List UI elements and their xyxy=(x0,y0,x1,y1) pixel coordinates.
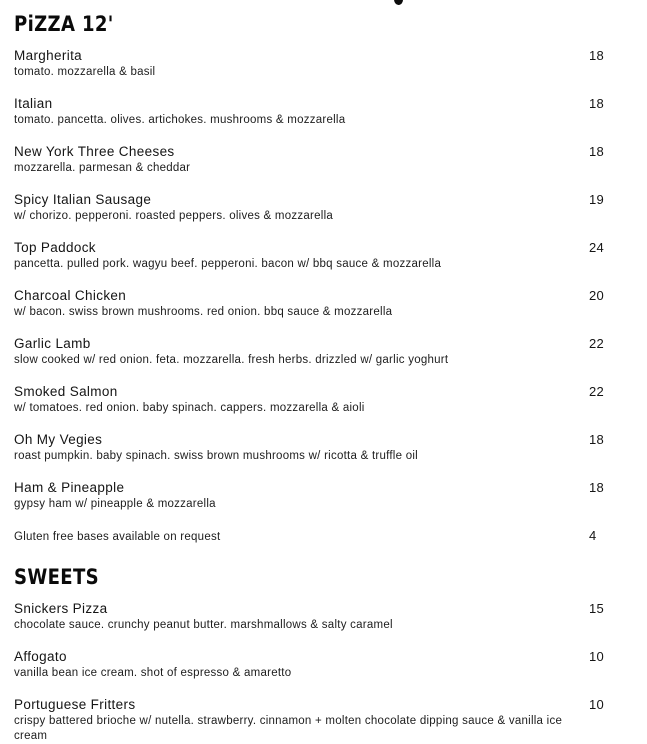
menu-item-name: Top Paddock xyxy=(14,240,96,255)
menu-item[interactable] xyxy=(14,432,633,464)
menu-item-price: 10 xyxy=(589,649,605,664)
menu-item-description: pancetta. pulled pork. wagyu beef. pepperoni. bacon w/ bbq sauce & mozzarella xyxy=(14,258,442,270)
menu-item-row xyxy=(14,601,633,616)
menu-item-name: Oh My Vegies xyxy=(14,432,103,447)
menu-item-list-sweets xyxy=(14,601,633,744)
menu-item[interactable] xyxy=(14,288,633,320)
menu-item-row xyxy=(14,697,633,712)
menu-item[interactable] xyxy=(14,384,633,416)
menu-item-description: slow cooked w/ red onion. feta. mozzarella. fresh herbs. drizzled w/ garlic yoghurt xyxy=(14,354,449,366)
menu-item[interactable] xyxy=(14,144,633,176)
menu-item[interactable] xyxy=(14,240,633,272)
menu-item-price: 18 xyxy=(589,48,605,63)
menu-item-description: roast pumpkin. baby spinach. swiss brown mushrooms w/ ricotta & truffle oil xyxy=(14,450,418,462)
menu-item-name: Smoked Salmon xyxy=(14,384,118,399)
section-heading-sweets: SWEETS xyxy=(14,565,99,589)
menu-item[interactable] xyxy=(14,336,633,368)
menu-item[interactable] xyxy=(14,601,633,633)
menu-item-row xyxy=(14,192,633,207)
menu-item-price: 20 xyxy=(589,288,605,303)
menu-item-price: 18 xyxy=(589,144,605,159)
menu-item-price: 10 xyxy=(589,697,605,712)
menu-item-price: 18 xyxy=(589,432,605,447)
menu-item-price: 22 xyxy=(589,336,605,351)
menu-item-name: Margherita xyxy=(14,48,83,63)
menu-item-description: tomato. mozzarella & basil xyxy=(14,66,156,78)
menu-section-sweets xyxy=(14,551,633,744)
menu-item-price: 19 xyxy=(589,192,605,207)
menu-item-name: Snickers Pizza xyxy=(14,601,108,616)
menu-item-row xyxy=(14,96,633,111)
menu-item-row xyxy=(14,480,633,495)
menu-item-description: chocolate sauce. crunchy peanut butter. marshmallows & salty caramel xyxy=(14,619,393,631)
menu-item-name: Gluten free bases available on request xyxy=(14,531,221,543)
menu-item-name: Ham & Pineapple xyxy=(14,480,125,495)
menu-item-price: 18 xyxy=(589,96,605,111)
menu-item-price: 18 xyxy=(589,480,605,495)
menu-item-note-gluten-free xyxy=(14,528,633,545)
menu-item-description: w/ tomatoes. red onion. baby spinach. cappers. mozzarella & aioli xyxy=(14,402,365,414)
menu-item-price: 4 xyxy=(589,528,597,543)
menu-item-row xyxy=(14,528,633,545)
menu-item[interactable] xyxy=(14,697,633,744)
menu-item-name: Affogato xyxy=(14,649,67,664)
menu-item-row xyxy=(14,144,633,159)
section-heading-pizza: PiZZA 12' xyxy=(14,12,114,36)
menu-item-description: gypsy ham w/ pineapple & mozzarella xyxy=(14,498,216,510)
menu-item-row xyxy=(14,384,633,399)
menu-item-name: Portuguese Fritters xyxy=(14,697,136,712)
menu-item[interactable] xyxy=(14,192,633,224)
menu-item[interactable] xyxy=(14,649,633,681)
menu-item-row xyxy=(14,48,633,63)
menu-item-description: tomato. pancetta. olives. artichokes. mushrooms & mozzarella xyxy=(14,114,346,126)
menu-item-name: Italian xyxy=(14,96,53,111)
menu-item-description: w/ bacon. swiss brown mushrooms. red onion. bbq sauce & mozzarella xyxy=(14,306,393,318)
menu-item-price: 24 xyxy=(589,240,605,255)
menu-item-name: Spicy Italian Sausage xyxy=(14,192,152,207)
menu-item-list-pizza xyxy=(14,48,633,545)
menu-item-row xyxy=(14,432,633,447)
menu-item-price: 22 xyxy=(589,384,605,399)
menu-item-name: Charcoal Chicken xyxy=(14,288,127,303)
menu-item-description: vanilla bean ice cream. shot of espresso & amaretto xyxy=(14,667,292,679)
menu-item[interactable] xyxy=(14,48,633,80)
menu-item-price: 15 xyxy=(589,601,605,616)
menu-item-row xyxy=(14,649,633,664)
menu-item-row xyxy=(14,240,633,255)
menu-item-row xyxy=(14,336,633,351)
menu-item-description: crispy battered brioche w/ nutella. strawberry. cinnamon + molten chocolate dipping sauce & vanilla ice cream xyxy=(14,715,563,742)
menu-section-pizza xyxy=(14,0,633,545)
menu-item-row xyxy=(14,288,633,303)
menu-item-description: mozzarella. parmesan & cheddar xyxy=(14,162,191,174)
menu-item-name: Garlic Lamb xyxy=(14,336,91,351)
menu-item[interactable] xyxy=(14,480,633,512)
menu-item-name: New York Three Cheeses xyxy=(14,144,175,159)
menu-item-description: w/ chorizo. pepperoni. roasted peppers. olives & mozzarella xyxy=(14,210,334,222)
menu-item[interactable] xyxy=(14,96,633,128)
